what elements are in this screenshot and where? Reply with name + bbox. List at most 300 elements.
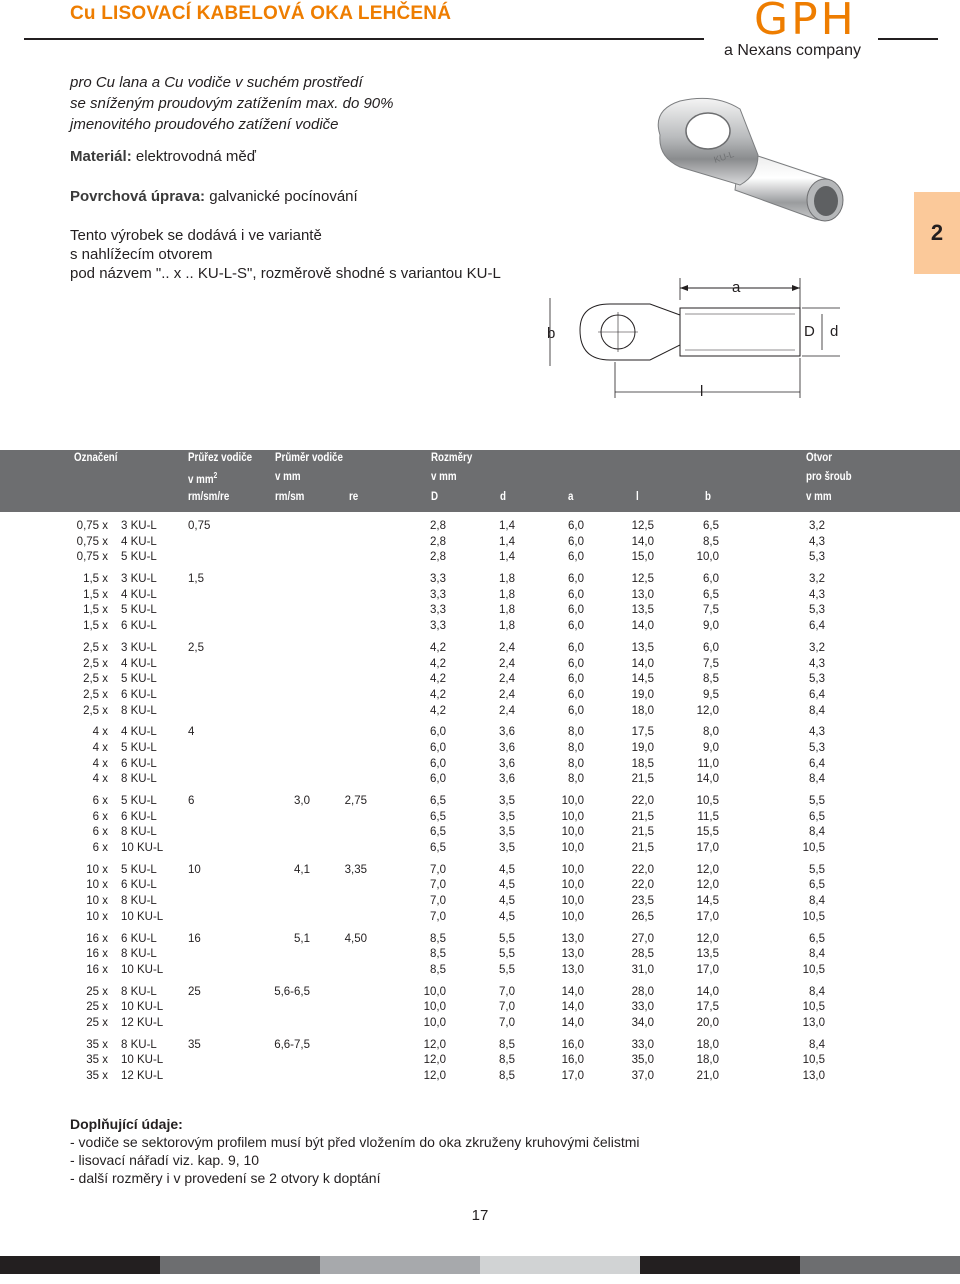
table-row: [0, 964, 960, 980]
material-label: Materiál:: [70, 148, 132, 165]
table-row: [0, 758, 960, 774]
footer-color-bar: [0, 1256, 960, 1274]
table-cell: 19,0: [631, 688, 654, 701]
table-cell: 1,8: [499, 573, 515, 586]
table-row: [0, 573, 960, 589]
table-cell: 3,2: [809, 573, 825, 586]
table-row: [0, 689, 960, 705]
table-cell: 27,0: [631, 932, 654, 945]
table-cell: 4,3: [809, 657, 825, 670]
table-cell: 6,0: [568, 520, 584, 532]
table-cell: 10,5: [802, 1054, 825, 1067]
table-cell: 6,0: [568, 535, 584, 548]
note-line: - vodiče se sektorovým profilem musí být před vložením do oka zkruženy kruhovými čelistmi: [70, 1134, 640, 1150]
table-cell: 6 KU-L: [121, 932, 157, 945]
table-row: [0, 879, 960, 895]
table-row: [0, 520, 960, 536]
table-row: [0, 895, 960, 911]
table-row: [0, 1017, 960, 1033]
col-b: b: [705, 491, 711, 503]
table-cell: 5,5: [809, 795, 825, 807]
table-cell: 7,0: [430, 879, 446, 892]
table-cell: 6,0: [568, 551, 584, 564]
table-cell: 4,5: [499, 910, 515, 923]
table-cell: 2,75: [344, 795, 367, 807]
table-cell: 10,0: [561, 826, 584, 839]
table-cell: 12,0: [423, 1054, 446, 1067]
table-cell: 16,0: [561, 1054, 584, 1067]
table-cell: 23,5: [631, 895, 654, 908]
table-cell: 2,4: [499, 641, 515, 654]
table-cell: 6,0: [568, 604, 584, 617]
table-cell: 21,0: [696, 1070, 719, 1082]
table-cell: 3,6: [499, 757, 515, 770]
dim-b-label: b: [547, 325, 556, 342]
table-cell: 6,0: [568, 657, 584, 670]
table-row: [0, 911, 960, 927]
table-cell: 6,5: [809, 879, 825, 892]
table-cell: 6,5: [703, 520, 719, 532]
variant-text: [70, 226, 501, 283]
table-cell: 5 KU-L: [121, 863, 157, 876]
table-cell: 8,5: [499, 1070, 515, 1082]
table-cell: 7,0: [499, 1016, 515, 1029]
table-cell: 4,5: [499, 879, 515, 892]
col-otvor-unit: v mm: [806, 491, 832, 503]
table-group: [0, 986, 960, 1033]
table-cell: 7,0: [430, 895, 446, 908]
table-row: [0, 705, 960, 721]
table-cell: 4 x: [92, 773, 108, 786]
table-cell: 6 x: [92, 826, 108, 839]
table-cell: 10,0: [561, 842, 584, 855]
table-cell: 1,8: [499, 604, 515, 617]
table-cell: 2,4: [499, 657, 515, 670]
table-row: [0, 673, 960, 689]
footer-segment: [480, 1256, 640, 1274]
table-cell: 3,6: [499, 726, 515, 739]
table-row: [0, 604, 960, 620]
table-row: [0, 811, 960, 827]
col-oznaceni: Označení: [74, 452, 118, 464]
table-cell: 5 KU-L: [121, 604, 157, 617]
table-cell: 8,0: [568, 741, 584, 754]
notes: [70, 1115, 640, 1187]
variant-line: s nahlížecím otvorem: [70, 246, 213, 263]
table-cell: 5,6-6,5: [274, 985, 310, 998]
table-cell: 33,0: [631, 1038, 654, 1051]
table-cell: 3,2: [809, 520, 825, 532]
table-cell: 0,75 x: [76, 551, 108, 564]
table-cell: 4 x: [92, 726, 108, 739]
table-cell: 17,5: [696, 1001, 719, 1014]
col-prurez: Průřez vodiče: [188, 452, 253, 464]
table-cell: 14,0: [561, 1001, 584, 1014]
table-cell: 4,50: [344, 932, 367, 945]
table-header: [0, 450, 960, 512]
table-cell: 6 KU-L: [121, 757, 157, 770]
col-prumer-sub1: rm/sm: [275, 491, 305, 503]
table-cell: 18,0: [696, 1054, 719, 1067]
table-cell: 21,5: [631, 842, 654, 855]
table-cell: 6,0: [430, 757, 446, 770]
table-cell: 10,5: [696, 795, 719, 807]
table-cell: 17,5: [631, 726, 654, 739]
table-cell: 6,4: [809, 688, 825, 701]
table-cell: 8,4: [809, 895, 825, 908]
table-cell: 31,0: [631, 963, 654, 976]
table-cell: 1,4: [499, 535, 515, 548]
table-row: [0, 726, 960, 742]
table-cell: 3,0: [294, 795, 310, 807]
table-cell: 4,2: [430, 704, 446, 717]
table-cell: 13,0: [802, 1070, 825, 1082]
table-cell: 13,5: [631, 641, 654, 654]
table-cell: 1,8: [499, 620, 515, 633]
table-cell: 21,5: [631, 826, 654, 839]
table-cell: 4: [188, 726, 195, 739]
table-cell: 6 KU-L: [121, 688, 157, 701]
table-cell: 3,5: [499, 826, 515, 839]
table-cell: 2,5 x: [83, 641, 108, 654]
table-cell: 6,0: [430, 773, 446, 786]
table-cell: 15,0: [631, 551, 654, 564]
table-row: [0, 742, 960, 758]
table-cell: 6,5: [809, 932, 825, 945]
table-cell: 10,0: [561, 879, 584, 892]
intro-text: [70, 72, 393, 135]
table-cell: 8 KU-L: [121, 1038, 157, 1051]
table-cell: 10 KU-L: [121, 842, 164, 855]
table-cell: 34,0: [631, 1016, 654, 1029]
table-cell: 8,5: [703, 535, 719, 548]
surface-value: galvanické pocínování: [209, 188, 358, 205]
table-cell: 10,0: [423, 985, 446, 998]
table-row: [0, 658, 960, 674]
table-cell: 6 x: [92, 795, 108, 807]
table-cell: 14,0: [631, 620, 654, 633]
table-cell: 2,8: [430, 520, 446, 532]
table-cell: 5 KU-L: [121, 673, 157, 686]
table-cell: 3,3: [430, 588, 446, 601]
table-cell: 10,0: [561, 895, 584, 908]
table-cell: 8,4: [809, 704, 825, 717]
table-cell: 16 x: [86, 932, 108, 945]
logo-mark: GPH: [754, 0, 857, 45]
table-cell: 20,0: [696, 1016, 719, 1029]
col-d: d: [500, 491, 506, 503]
table-cell: 6 KU-L: [121, 879, 157, 892]
table-cell: 3,6: [499, 741, 515, 754]
table-cell: 8,4: [809, 773, 825, 786]
table-cell: 13,5: [696, 948, 719, 961]
table-cell: 14,0: [561, 1016, 584, 1029]
table-cell: 25 x: [86, 985, 108, 998]
table-cell: 0,75 x: [76, 535, 108, 548]
table-cell: 28,5: [631, 948, 654, 961]
table-cell: 11,5: [697, 810, 719, 823]
table-cell: 6 KU-L: [121, 810, 157, 823]
table-cell: 6,0: [568, 688, 584, 701]
surface-info: [70, 188, 358, 205]
table-cell: 4,2: [430, 641, 446, 654]
table-cell: 0,75: [188, 520, 211, 532]
col-a: a: [568, 491, 574, 503]
table-cell: 7,0: [430, 863, 446, 876]
table-cell: 4 x: [92, 757, 108, 770]
chapter-tab: 2: [914, 192, 960, 274]
table-cell: 1,5: [188, 573, 204, 586]
table-cell: 13,0: [631, 588, 654, 601]
table-cell: 5,5: [499, 963, 515, 976]
table-cell: 8,5: [430, 963, 446, 976]
table-cell: 4,3: [809, 535, 825, 548]
table-cell: 3,6: [499, 773, 515, 786]
col-prurez-sub: rm/sm/re: [188, 491, 230, 503]
table-cell: 2,5 x: [83, 704, 108, 717]
table-cell: 6,0: [568, 588, 584, 601]
table-cell: 37,0: [631, 1070, 654, 1082]
logo-subtitle: a Nexans company: [724, 42, 861, 59]
table-cell: 5,3: [809, 604, 825, 617]
table-cell: 10,0: [561, 795, 584, 807]
table-cell: 22,0: [631, 879, 654, 892]
table-cell: 4,2: [430, 688, 446, 701]
company-logo: [720, 0, 870, 64]
table-cell: 6,0: [568, 641, 584, 654]
table-cell: 3,5: [499, 795, 515, 807]
table-cell: 4 x: [92, 741, 108, 754]
col-l: l: [636, 491, 639, 503]
title-rule: [24, 38, 704, 40]
table-cell: 3,5: [499, 810, 515, 823]
table-group: [0, 726, 960, 789]
table-cell: 1,4: [499, 520, 515, 532]
table-cell: 10,0: [561, 810, 584, 823]
table-row: [0, 642, 960, 658]
table-cell: 8,5: [430, 932, 446, 945]
table-cell: 35 x: [86, 1070, 108, 1082]
table-cell: 10,0: [423, 1001, 446, 1014]
table-cell: 7,0: [430, 910, 446, 923]
table-cell: 21,5: [631, 810, 654, 823]
table-row: [0, 948, 960, 964]
table-cell: 5,3: [809, 551, 825, 564]
table-cell: 3,5: [499, 842, 515, 855]
table-cell: 10 KU-L: [121, 963, 164, 976]
table-cell: 17,0: [696, 842, 719, 855]
table-row: [0, 795, 960, 811]
table-cell: 10 x: [86, 863, 108, 876]
footer-segment: [800, 1256, 960, 1274]
table-cell: 11,0: [697, 757, 719, 770]
table-cell: 3,3: [430, 573, 446, 586]
table-row: [0, 842, 960, 858]
table-cell: 8,0: [568, 773, 584, 786]
table-cell: 8 KU-L: [121, 773, 157, 786]
table-cell: 6,4: [809, 757, 825, 770]
table-cell: 3 KU-L: [121, 573, 157, 586]
note-line: - další rozměry i v provedení se 2 otvory k doptání: [70, 1170, 381, 1186]
table-cell: 8 KU-L: [121, 895, 157, 908]
table-cell: 10,5: [802, 1001, 825, 1014]
table-cell: 8,5: [499, 1054, 515, 1067]
footer-segment: [640, 1256, 800, 1274]
table-cell: 19,0: [631, 741, 654, 754]
table-cell: 13,0: [561, 932, 584, 945]
table-cell: 10 KU-L: [121, 1001, 164, 1014]
col-D: D: [431, 491, 439, 503]
table-group: [0, 795, 960, 858]
table-cell: 4 KU-L: [121, 535, 157, 548]
title-rule-right: [878, 38, 938, 40]
table-cell: 2,4: [499, 704, 515, 717]
table-cell: 5,3: [809, 741, 825, 754]
notes-heading: Doplňující údaje:: [70, 1116, 183, 1132]
table-cell: 14,0: [696, 773, 719, 786]
intro-line: se sníženým proudovým zatížením max. do 90%: [70, 95, 394, 112]
table-cell: 17,0: [696, 963, 719, 976]
table-cell: 12,5: [631, 520, 654, 532]
table-cell: 2,8: [430, 535, 446, 548]
table-row: [0, 864, 960, 880]
table-cell: 13,0: [561, 963, 584, 976]
table-cell: 14,0: [631, 535, 654, 548]
col-rozmery-unit: v mm: [431, 471, 457, 483]
table-cell: 12,0: [423, 1070, 446, 1082]
table-cell: 6,0: [430, 741, 446, 754]
table-cell: 6,6-7,5: [274, 1038, 310, 1051]
table-cell: 18,5: [631, 757, 654, 770]
table-cell: 6 KU-L: [121, 620, 157, 633]
note-line: - lisovací nářadí viz. kap. 9, 10: [70, 1152, 260, 1168]
table-cell: 12 KU-L: [121, 1016, 164, 1029]
table-cell: 4,3: [809, 588, 825, 601]
table-cell: 16,0: [561, 1038, 584, 1051]
table-cell: 8 KU-L: [121, 948, 157, 961]
table-cell: 12,0: [696, 863, 719, 876]
table-cell: 12,5: [631, 573, 654, 586]
table-cell: 8,4: [809, 826, 825, 839]
table-cell: 17,0: [561, 1070, 584, 1082]
table-cell: 16 x: [86, 963, 108, 976]
table-cell: 3,3: [430, 604, 446, 617]
table-cell: 12,0: [696, 879, 719, 892]
table-group: [0, 864, 960, 927]
table-cell: 5,5: [499, 932, 515, 945]
table-cell: 16 x: [86, 948, 108, 961]
col-otvor: Otvor: [806, 452, 833, 464]
table-cell: 1,4: [499, 551, 515, 564]
table-cell: 4,2: [430, 657, 446, 670]
table-cell: 13,5: [631, 604, 654, 617]
col-prurez-unit: v $mm^2$: [188, 471, 218, 486]
table-cell: 8 KU-L: [121, 826, 157, 839]
table-row: [0, 986, 960, 1002]
table-cell: 6,0: [703, 641, 719, 654]
table-cell: 10,5: [802, 910, 825, 923]
table-cell: 5,5: [809, 863, 825, 876]
table-row: [0, 536, 960, 552]
table-cell: 9,5: [703, 688, 719, 701]
table-cell: 1,8: [499, 588, 515, 601]
table-cell: 14,5: [631, 673, 654, 686]
table-cell: 14,0: [561, 985, 584, 998]
table-cell: 10,0: [696, 551, 719, 564]
table-cell: 6,5: [703, 588, 719, 601]
table-cell: 3,3: [430, 620, 446, 633]
table-cell: 35: [188, 1038, 201, 1051]
table-cell: 6,5: [430, 826, 446, 839]
table-cell: 2,4: [499, 673, 515, 686]
table-cell: 6,5: [430, 810, 446, 823]
table-cell: 2,4: [499, 688, 515, 701]
table-cell: 10,0: [423, 1016, 446, 1029]
table-cell: 4,1: [294, 863, 310, 876]
table-row: [0, 1039, 960, 1055]
table-cell: 10,5: [802, 842, 825, 855]
table-cell: 4 KU-L: [121, 657, 157, 670]
table-cell: 21,5: [631, 773, 654, 786]
table-cell: 6,0: [568, 673, 584, 686]
table-cell: 9,0: [703, 620, 719, 633]
table-cell: 13,0: [561, 948, 584, 961]
table-cell: 6 x: [92, 842, 108, 855]
table-cell: 8,4: [809, 985, 825, 998]
table-cell: 8,4: [809, 948, 825, 961]
table-cell: 8,5: [703, 673, 719, 686]
table-cell: 15,5: [696, 826, 719, 839]
table-cell: 8,5: [430, 948, 446, 961]
table-cell: 14,0: [696, 985, 719, 998]
table-cell: 3,35: [344, 863, 367, 876]
footer-segment: [160, 1256, 320, 1274]
table-cell: 6,4: [809, 620, 825, 633]
table-cell: 33,0: [631, 1001, 654, 1014]
table-cell: 6 x: [92, 810, 108, 823]
table-cell: 9,0: [703, 741, 719, 754]
table-row: [0, 933, 960, 949]
table-cell: 7,0: [499, 1001, 515, 1014]
table-cell: 2,5 x: [83, 673, 108, 686]
photo-stamp: KU-L: [712, 149, 736, 165]
table-cell: 8 KU-L: [121, 704, 157, 717]
material-info: [70, 148, 256, 165]
table-cell: 8,0: [568, 726, 584, 739]
table-cell: 8,0: [703, 726, 719, 739]
table-cell: 6,5: [430, 795, 446, 807]
table-cell: 10: [188, 863, 201, 876]
table-cell: 1,5 x: [83, 604, 108, 617]
table-cell: 6,0: [568, 573, 584, 586]
footer-segment: [320, 1256, 480, 1274]
table-row: [0, 1001, 960, 1017]
product-photo: [640, 95, 885, 225]
table-cell: 25: [188, 985, 201, 998]
table-row: [0, 620, 960, 636]
table-cell: 7,0: [499, 985, 515, 998]
col-rozmery: Rozměry: [431, 452, 473, 464]
table-cell: 16: [188, 932, 201, 945]
table-cell: 25 x: [86, 1016, 108, 1029]
table-cell: 6,5: [809, 810, 825, 823]
table-cell: 7,5: [703, 604, 719, 617]
table-row: [0, 773, 960, 789]
table-cell: 35,0: [631, 1054, 654, 1067]
table-cell: 6,0: [703, 573, 719, 586]
table-cell: 5 KU-L: [121, 795, 157, 807]
dim-D-label: D: [804, 323, 815, 340]
